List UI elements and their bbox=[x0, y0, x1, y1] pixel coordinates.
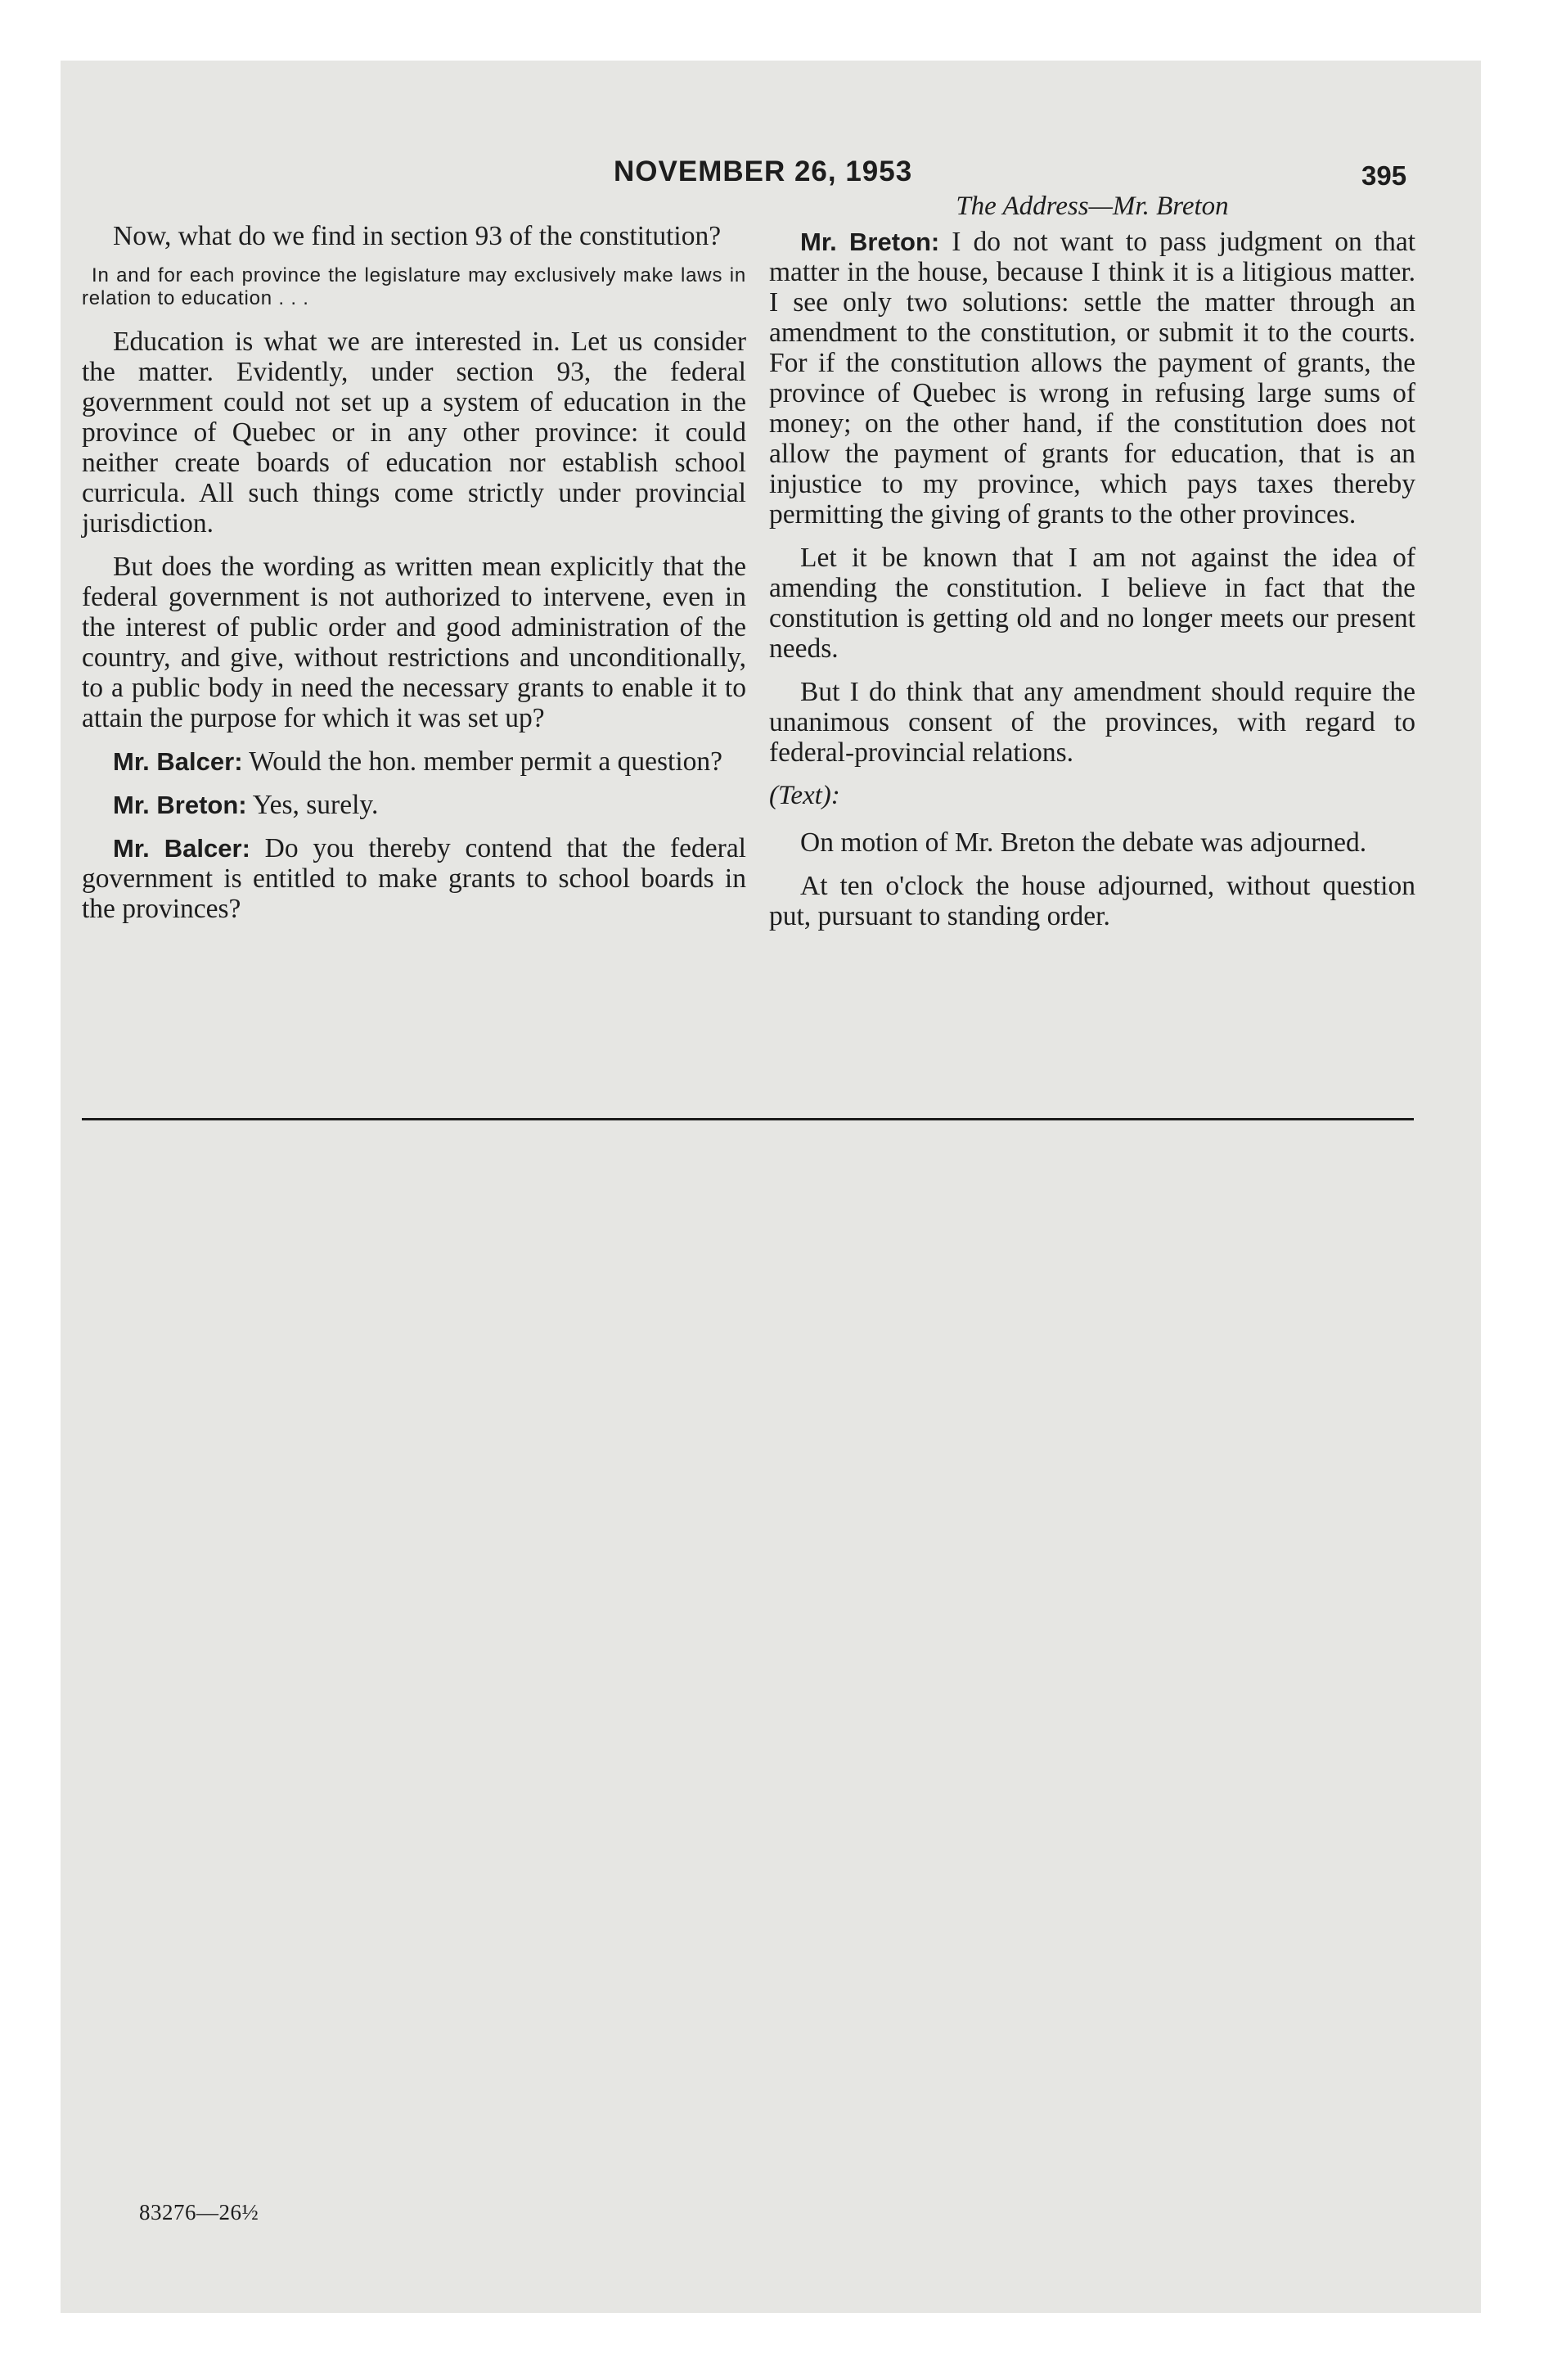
paragraph: But does the wording as written mean explicitly that the federal government is not authorized to intervene, even in the interest of public order and good administration of the country, and give, without restrictions and unconditionally, to a public body in need the necessary grants to enable it to attain the purpose for which it was set up? bbox=[82, 552, 746, 733]
speaker-name: Mr. Breton: bbox=[800, 228, 940, 256]
speech-balcer-2 bbox=[82, 833, 746, 924]
right-column bbox=[769, 192, 1415, 944]
speaker-name: Mr. Balcer: bbox=[113, 834, 250, 863]
paragraph: But I do think that any amendment should require the unanimous consent of the provinces, with regard to federal-provincial relations. bbox=[769, 677, 1415, 768]
horizontal-rule bbox=[82, 1118, 1414, 1120]
text-label: (Text): bbox=[769, 781, 840, 810]
block-quote: In and for each province the legislature may exclusively make laws in relation to education . . . bbox=[82, 264, 746, 309]
page-header-date: NOVEMBER 26, 1953 bbox=[614, 156, 913, 187]
speech-text: Do you thereby contend that the federal government is entitled to make grants to school boards in the provinces? bbox=[82, 833, 746, 924]
page-number: 395 bbox=[1361, 160, 1407, 191]
running-head: The Address—Mr. Breton bbox=[956, 192, 1229, 221]
speech-breton-1 bbox=[82, 790, 746, 820]
paragraph: Now, what do we find in section 93 of the constitution? bbox=[113, 221, 722, 251]
left-column bbox=[82, 221, 746, 937]
paragraph: Let it be known that I am not against the idea of amending the constitution. I believe in fact that the constitution is getting old and no longer meets our present needs. bbox=[769, 543, 1415, 664]
speech-text: I do not want to pass judgment on that matter in the house, because I think it is a litigious matter. I see only two solutions: settle the matter through an amendment to the constitution, or submit it to the courts. For if the constitution allows the payment of grants, the province of Quebec is wrong in refusing large sums of money; on the other hand, if the constitution does not allow the payment of grants for education, that is an injustice to my province, which pays taxes thereby permitting the giving of grants to the other provinces. bbox=[769, 227, 1415, 530]
speech-text: Would the hon. member permit a question? bbox=[242, 746, 723, 777]
paragraph: On motion of Mr. Breton the debate was adjourned. bbox=[800, 827, 1367, 858]
footer-code: 83276—26½ bbox=[139, 2200, 259, 2224]
paragraph: At ten o'clock the house adjourned, without question put, pursuant to standing order. bbox=[769, 871, 1415, 931]
speech-breton-2 bbox=[769, 227, 1415, 530]
speaker-name: Mr. Balcer: bbox=[113, 747, 243, 776]
paragraph: Education is what we are interested in. Let us consider the matter. Evidently, under section 93, the federal government could not set up a system of education in the province of Quebec or in any other province: it could neither create boards of education nor establish school curricula. All such things come strictly under provincial jurisdiction. bbox=[82, 327, 746, 539]
speech-text: Yes, surely. bbox=[246, 790, 379, 820]
speech-balcer-1 bbox=[82, 746, 746, 777]
speaker-name: Mr. Breton: bbox=[113, 791, 247, 819]
